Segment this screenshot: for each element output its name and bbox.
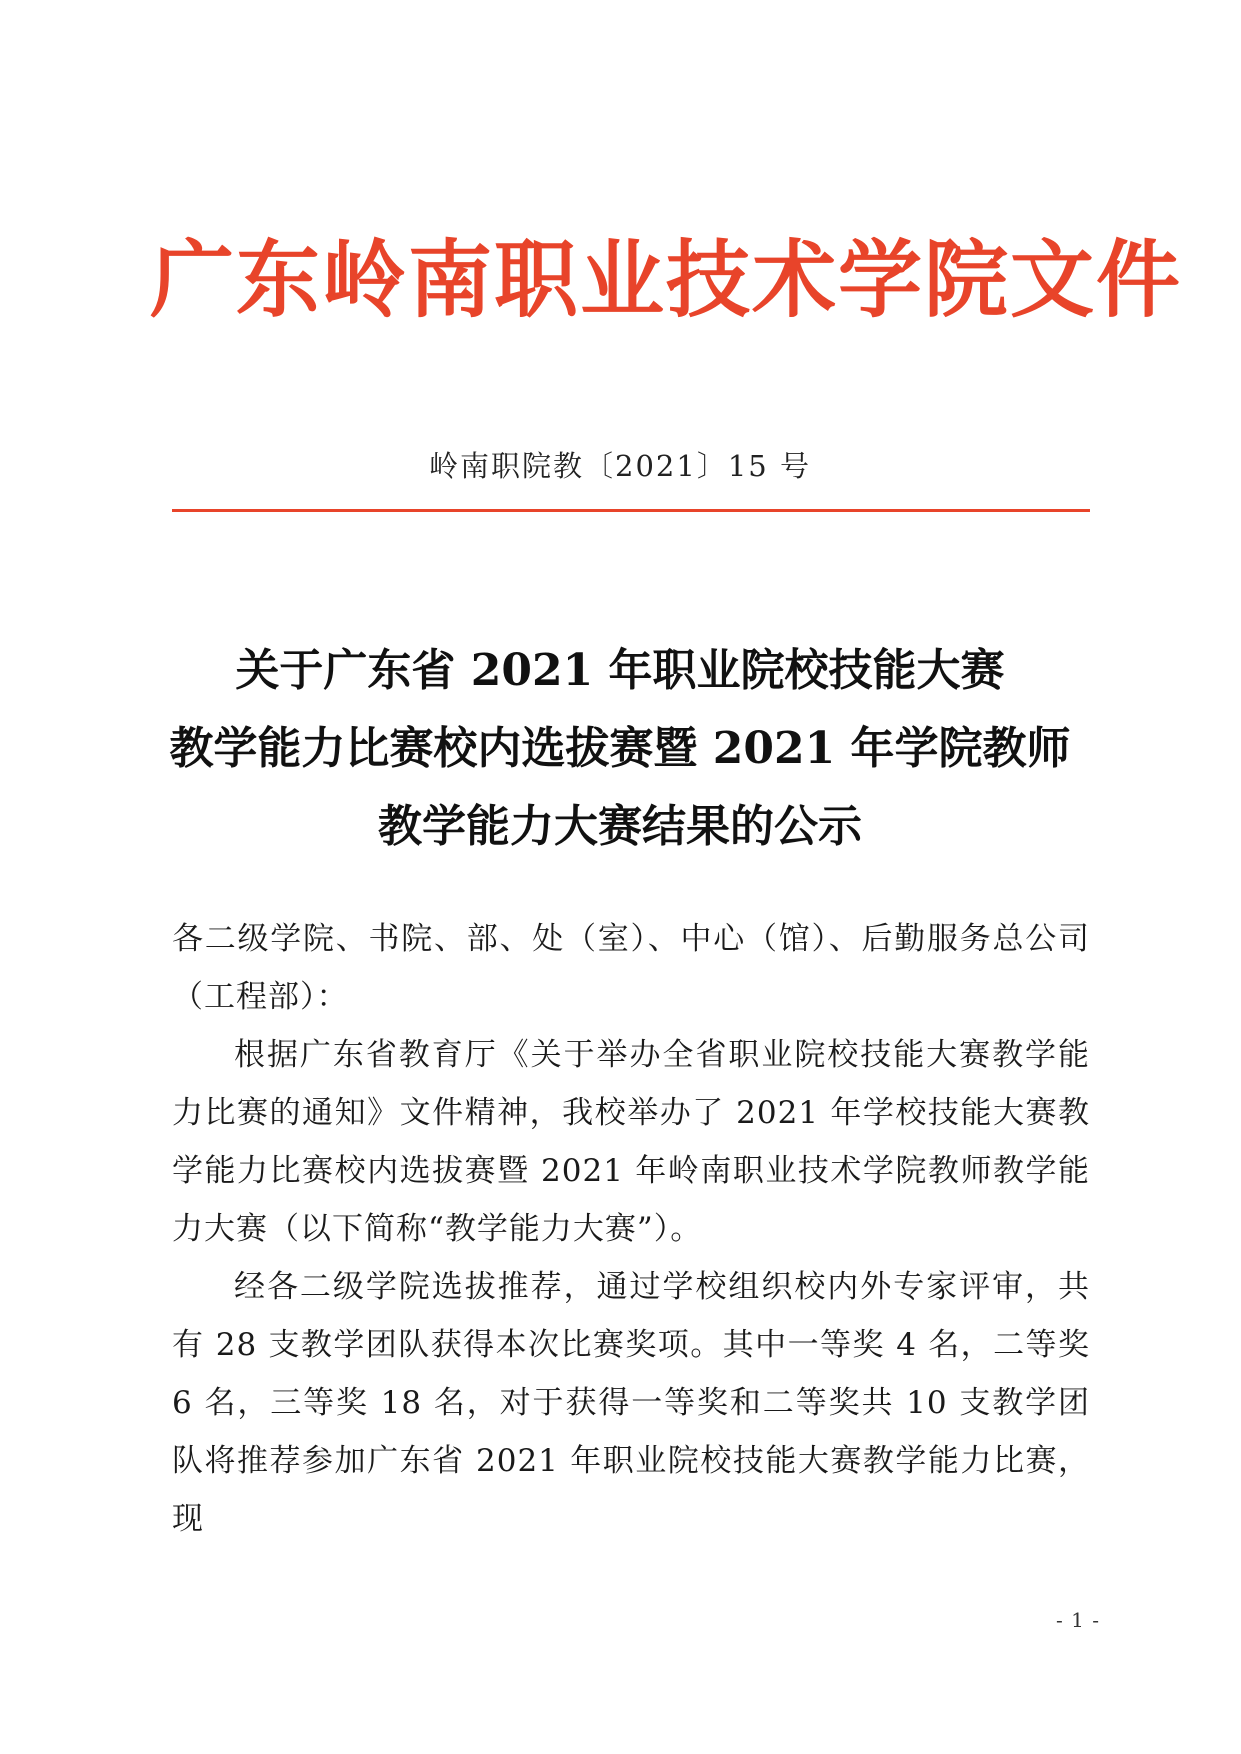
masthead-title: 广东岭南职业技术学院文件 <box>150 230 1183 329</box>
document-body <box>172 910 1090 1548</box>
addressee-line: 各二级学院、书院、部、处（室）、中心（馆）、后勤服务总公司（工程部）： <box>172 921 1090 1015</box>
body-paragraph-2: 经各二级学院选拔推荐，通过学校组织校内外专家评审，共有 28 支教学团队获得本次比赛奖项。其中一等奖 4 名，二等奖 6 名，三等奖 18 名，对于获得一等奖和二等奖共 10 支教学团队将推荐参加广东省 2021 年职业院校技能大赛教学能力比赛，现 <box>172 1269 1090 1537</box>
title-line-1: 关于广东省 2021 年职业院校技能大赛 <box>235 645 1005 696</box>
body-paragraph-1: 根据广东省教育厅《关于举办全省职业院校技能大赛教学能力比赛的通知》文件精神，我校举办了 2021 年学校技能大赛教学能力比赛校内选拔赛暨 2021 年岭南职业技术学院教师教学能力大赛（以下简称“教学能力大赛”）。 <box>172 1037 1090 1247</box>
document-number: 岭南职院教〔2021〕15 号 <box>429 449 811 483</box>
red-divider-line <box>172 509 1090 512</box>
page-number: - 1 - <box>1056 1608 1100 1632</box>
title-line-3: 教学能力大赛结果的公示 <box>378 801 862 852</box>
title-line-2: 教学能力比赛校内选拔赛暨 2021 年学院教师 <box>169 723 1071 774</box>
document-title <box>150 632 1090 866</box>
